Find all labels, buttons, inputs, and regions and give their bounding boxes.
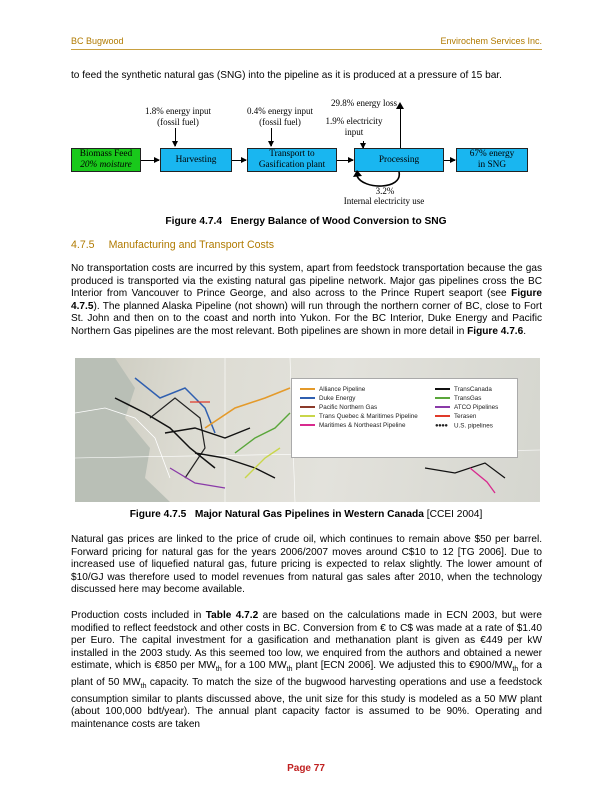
harvest-input-arrow: [175, 128, 176, 146]
map-legend: [291, 378, 518, 458]
figure-ref-4-7-5: Figure 4.7.5: [71, 288, 542, 312]
arrow-biomass-to-harvest: [141, 160, 159, 161]
legend-maritimes: Maritimes & Northeast Pipeline: [300, 422, 405, 430]
arrow-transport-to-processing: [337, 160, 353, 161]
energy-balance-diagram: [71, 98, 541, 210]
harvest-input-label: 1.8% energy input (fossil fuel): [144, 106, 212, 127]
energy-loss-arrow: [400, 108, 401, 148]
internal-electricity-label: Internal electricity use: [343, 196, 425, 206]
legend-us-pipelines: ●●●● U.S. pipelines: [435, 422, 493, 430]
transport-input-arrow: [271, 128, 272, 146]
electricity-input-label: 1.9% electricity input: [325, 116, 383, 137]
header-left: BC Bugwood: [71, 36, 124, 46]
arrow-harvest-to-transport: [232, 160, 246, 161]
figure-ref-4-7-6: Figure 4.7.6: [467, 325, 524, 337]
legend-atco: ATCO Pipelines: [435, 404, 498, 412]
legend-trans-quebec: Trans Quebec & Maritimes Pipeline: [300, 413, 418, 421]
electricity-input-arrow: [363, 141, 364, 148]
paragraph-transport: No transportation costs are incurred by this system, apart from feedstock transportation because the gas produced is transported via the existing natural gas pipeline network. Major gas pipelines cross the BC Interior from Vancouver to Prince George, and also across to the Prince Rupert seaport (see Figure 4.7.5). The planned Alaska Pipeline (not shown) will run through the northern corner of BC, close to Fort St. John and then on to the coast and north into Yukon. For the BC Interior, Duke Energy and Pacific Northern Gas pipelines are the most relevant. Both pipelines are shown in more detail in Figure 4.7.6.: [71, 263, 542, 337]
transport-input-label: 0.4% energy input (fossil fuel): [246, 106, 314, 127]
legend-alliance: Alliance Pipeline: [300, 386, 365, 394]
paragraph-production-costs: Production costs included in Table 4.7.2 are based on the calculations made in ECN 2003, but were modified to reflect feedstock and other costs in BC. Conversion from € to C$ was made at a rate of $1.40 per Euro. The capital investment for a gasification and methanation plant is given as €449 per kW installed in the 2003 study. As this seemed too low, we enquired from the authors and obtained a newer estimate, which is €850 per $MW_{th}$ for a 100 $MW_{th}$ plant [ECN 2006]. We adjusted this to $€900/MW_{th}$ for a plant of 50 $MW_{th}$ capacity. To match the size of the bugwood harvesting operations and use a feedstock consumption similar to plants discussed above, the unit size for this study is modeled as a 50 MW plant (about 100,000 bdt/year). The annual plant capacity factor is assumed to be 90%. Operating and maintenance costs are taken: [71, 610, 542, 730]
intro-paragraph: to feed the synthetic natural gas (SNG) into the pipeline as it is produced at a pressure of 15 bar.: [71, 70, 502, 81]
internal-pct-label: 3.2%: [375, 186, 395, 196]
page-number: Page 77: [287, 763, 325, 774]
harvesting-box: Harvesting: [160, 148, 232, 172]
header-right: Envirochem Services Inc.: [440, 36, 542, 46]
legend-pacific-northern: Pacific Northern Gas: [300, 404, 377, 412]
table-ref-4-7-2: Table 4.7.2: [205, 610, 259, 621]
processing-box: Processing: [354, 148, 444, 172]
section-heading: 4.7.5 Manufacturing and Transport Costs: [71, 239, 275, 251]
figure-4-7-5-caption: Figure 4.7.5 Major Natural Gas Pipelines in Western Canada [CCEI 2004]: [129, 509, 483, 520]
biomass-feed-box: Biomass Feed 20% moisture: [71, 148, 141, 172]
figure-4-7-4-caption: Figure 4.7.4 Energy Balance of Wood Conversion to SNG: [165, 216, 447, 227]
pipeline-map: [75, 358, 540, 502]
paragraph-gas-prices: Natural gas prices are linked to the price of crude oil, which continues to remain above $50 per barrel. Forward pricing for natural gas for the years 2006/2007 moves around C$10 to 12 [TG 2006]. Due to increased use of liquefied natural gas, future pricing is expected to relax slightly. The lower amount of $10/GJ was therefore used to model revenues from natural gas sales after 2010, when the technology discussed here may become available.: [71, 534, 542, 596]
header-divider: [71, 49, 542, 50]
legend-transcanada: TransCanada: [435, 386, 492, 394]
legend-terasen: Terasen: [435, 413, 476, 421]
energy-loss-label: 29.8% energy loss: [330, 98, 398, 108]
legend-duke: Duke Energy: [300, 395, 355, 403]
sng-output-box: 67% energy in SNG: [456, 148, 528, 172]
legend-transgas: TransGas: [435, 395, 481, 403]
arrow-processing-to-output: [444, 160, 455, 161]
transport-box: Transport to Gasification plant: [247, 148, 337, 172]
